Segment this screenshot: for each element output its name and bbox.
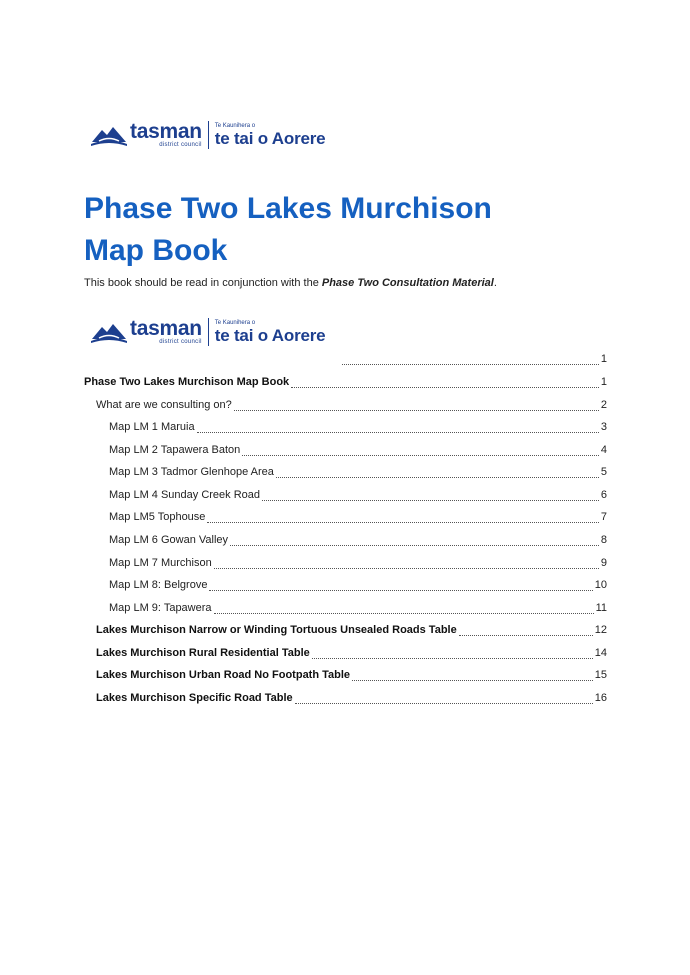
toc-entry-label: Lakes Murchison Rural Residential Table (96, 647, 310, 659)
toc-entry[interactable] (109, 466, 607, 482)
toc-entry-label: Map LM 3 Tadmor Glenhope Area (109, 466, 274, 478)
toc-dot-leader (262, 499, 599, 501)
toc-page-number: 1 (600, 376, 607, 388)
mountain-logo-icon (90, 122, 128, 148)
logo-divider (208, 318, 209, 346)
toc-entry-label: Map LM 9: Tapawera (109, 602, 212, 614)
toc-dot-leader (209, 589, 592, 591)
logo-small-line: Te Kaunihera o (214, 320, 256, 326)
toc-page-number: 10 (594, 579, 607, 591)
toc-page-number: 14 (594, 647, 607, 659)
logo-subtitle: district council (159, 338, 202, 345)
toc-entry[interactable] (109, 511, 607, 527)
toc-dot-leader (234, 409, 599, 411)
toc-dot-leader (342, 363, 599, 365)
toc-entry[interactable] (84, 376, 607, 392)
tasman-logo (90, 118, 335, 152)
toc-page-number: 3 (600, 421, 607, 433)
logo-subtitle: district council (159, 141, 202, 148)
intro-text-after: . (493, 277, 497, 289)
toc-entry-label: Map LM 7 Murchison (109, 557, 212, 569)
toc-page-number: 1 (600, 353, 607, 365)
toc-dot-leader (230, 544, 599, 546)
logo-divider (208, 121, 209, 149)
toc-entry[interactable] (96, 624, 607, 640)
toc-entry-label: Map LM 6 Gowan Valley (109, 534, 229, 546)
toc-dot-leader (312, 657, 593, 659)
toc-page-number: 15 (594, 669, 607, 681)
toc-entry-label: Map LM 8: Belgrove (109, 579, 208, 591)
logo-tasman-text: tasman (130, 119, 202, 143)
toc-page-number: 7 (600, 511, 607, 523)
toc-entry-label: Lakes Murchison Narrow or Winding Tortuous Unsealed Roads Table (96, 624, 457, 636)
toc-page-number: 16 (594, 692, 607, 704)
toc-page-number: 12 (594, 624, 607, 636)
intro-paragraph (84, 277, 497, 289)
toc-entry-label: Map LM5 Tophouse (109, 511, 206, 523)
toc-entry[interactable] (109, 579, 607, 595)
toc-entry-label: Lakes Murchison Urban Road No Footpath Table (96, 669, 351, 681)
toc-entry[interactable] (109, 444, 607, 460)
toc-entry[interactable] (96, 399, 607, 415)
toc-page-number: 4 (600, 444, 607, 456)
toc-entry[interactable] (109, 557, 607, 573)
toc-page-number: 5 (600, 466, 607, 478)
toc-page-number: 8 (600, 534, 607, 546)
intro-text-before: This book should be read in conjunction with the (84, 277, 322, 289)
toc-entry[interactable] (109, 602, 607, 618)
toc-entry-label: Map LM 1 Maruia (109, 421, 195, 433)
toc-entry[interactable] (96, 669, 607, 685)
toc-entry-label: Map LM 2 Tapawera Baton (109, 444, 241, 456)
toc-entry[interactable] (96, 647, 607, 663)
toc-dot-leader (459, 634, 593, 636)
toc-entry-label: Lakes Murchison Specific Road Table (96, 692, 293, 704)
toc-dot-leader (352, 679, 593, 681)
toc-dot-leader (276, 476, 599, 478)
logo-maori-name: te tai o Aorere (214, 326, 326, 345)
logo-tasman-text: tasman (130, 316, 202, 340)
toc-dot-leader (291, 386, 599, 388)
logo-small-line: Te Kaunihera o (214, 123, 256, 129)
toc-page-number: 11 (595, 602, 607, 614)
toc-page-number: 9 (600, 557, 607, 569)
title-line-2: Map Book (84, 234, 228, 267)
toc-entry-label: Map LM 4 Sunday Creek Road (109, 489, 261, 501)
toc-entry[interactable] (96, 692, 607, 708)
intro-emphasis: Phase Two Consultation Material (321, 277, 494, 289)
tasman-logo-toc (90, 315, 335, 349)
toc-entry-label: What are we consulting on? (96, 399, 232, 411)
title-line-1: Phase Two Lakes Murchison (84, 192, 492, 225)
mountain-logo-icon (90, 319, 128, 345)
toc-dot-leader (207, 521, 598, 523)
toc-dot-leader (197, 431, 599, 433)
toc-page-number: 2 (600, 399, 607, 411)
toc-dot-leader (242, 454, 599, 456)
page-title (84, 188, 604, 272)
toc-entry-label: Phase Two Lakes Murchison Map Book (84, 376, 290, 388)
toc-entry[interactable] (340, 353, 607, 369)
logo-maori-name: te tai o Aorere (214, 129, 326, 148)
toc-entry[interactable] (109, 421, 607, 437)
toc-entry[interactable] (109, 534, 607, 550)
toc-entry[interactable] (109, 489, 607, 505)
toc-dot-leader (214, 567, 599, 569)
toc-page-number: 6 (600, 489, 607, 501)
toc-dot-leader (214, 612, 594, 614)
toc-dot-leader (295, 702, 593, 704)
